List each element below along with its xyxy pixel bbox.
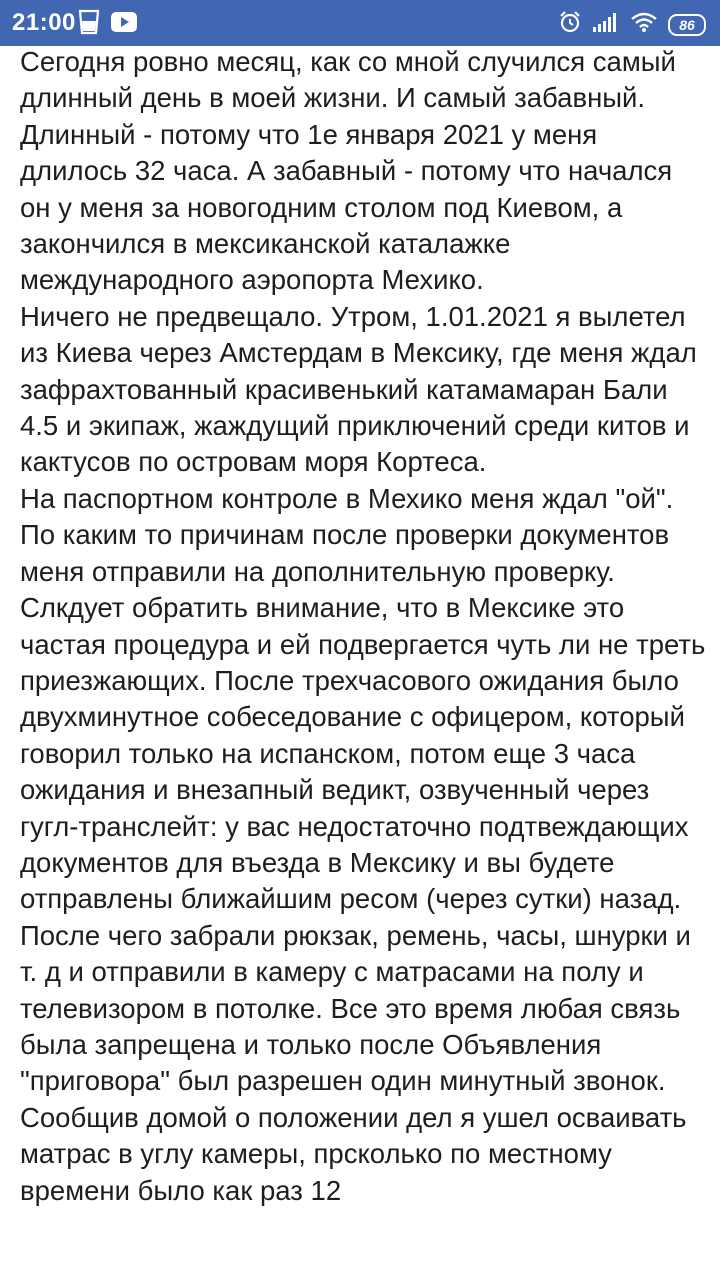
cup-icon (78, 9, 100, 40)
post-paragraph: На паспортном контроле в Мехико меня ждал "ой". По каким то причинам после проверки документов меня отправили на дополнительную проверку. Слкдует обратить внимание, что в Мексике это частая процедура и ей подвергается чуть ли не треть приезжающих. После трехчасового ожидания было двухминутное собеседование с офицером, который говорил только на испанском, потом еще 3 часа ожидания и внезапный ведикт, озвученный через гугл-транслейт: у вас недостаточно подтвеждающих документов для въезда в Мексику и вы будете отправлены ближайшим ресом (через сутки) назад. После чего забрали рюкзак, ремень, часы, шнурки и т. д и отправили в камеру с матрасами на полу и телевизором в потолке. Все это время любая связь была запрещена и только после Объявления "приговора" был разрешен один минутный звонок. Сообщив домой о положении дел я ушел осваивать матрас в углу камеры, прсколько по местному времени было как раз 12 (20, 482, 706, 1206)
status-bar (0, 0, 720, 46)
system-icons (558, 10, 706, 39)
post-paragraph: Ничего не предвещало. Утром, 1.01.2021 я вылетел из Киева через Амстердам в Мексику, где меня ждал зафрахтованный красивенький катамамаран Бали 4.5 и экипаж, жаждущий приключений среди китов и кактусов по островам моря Кортеса. (20, 300, 697, 478)
battery-icon: 86 (668, 14, 706, 36)
wifi-icon (630, 11, 658, 38)
status-time: 21:00 (12, 9, 76, 36)
youtube-icon (110, 11, 138, 38)
post-paragraph: Сегодня ровно месяц, как со мной случился самый длинный день в моей жизни. И самый забавный. Длинный - потому что 1е января 2021 у меня длилось 32 часа. А забавный - потому что начался он у меня за новогодним столом под Киевом, а закончился в мексиканской каталажке международного аэропорта Мехико. (20, 46, 676, 296)
notification-icons (78, 9, 138, 40)
signal-icon (592, 11, 620, 38)
alarm-icon (558, 10, 582, 39)
post-body (20, 44, 710, 1209)
